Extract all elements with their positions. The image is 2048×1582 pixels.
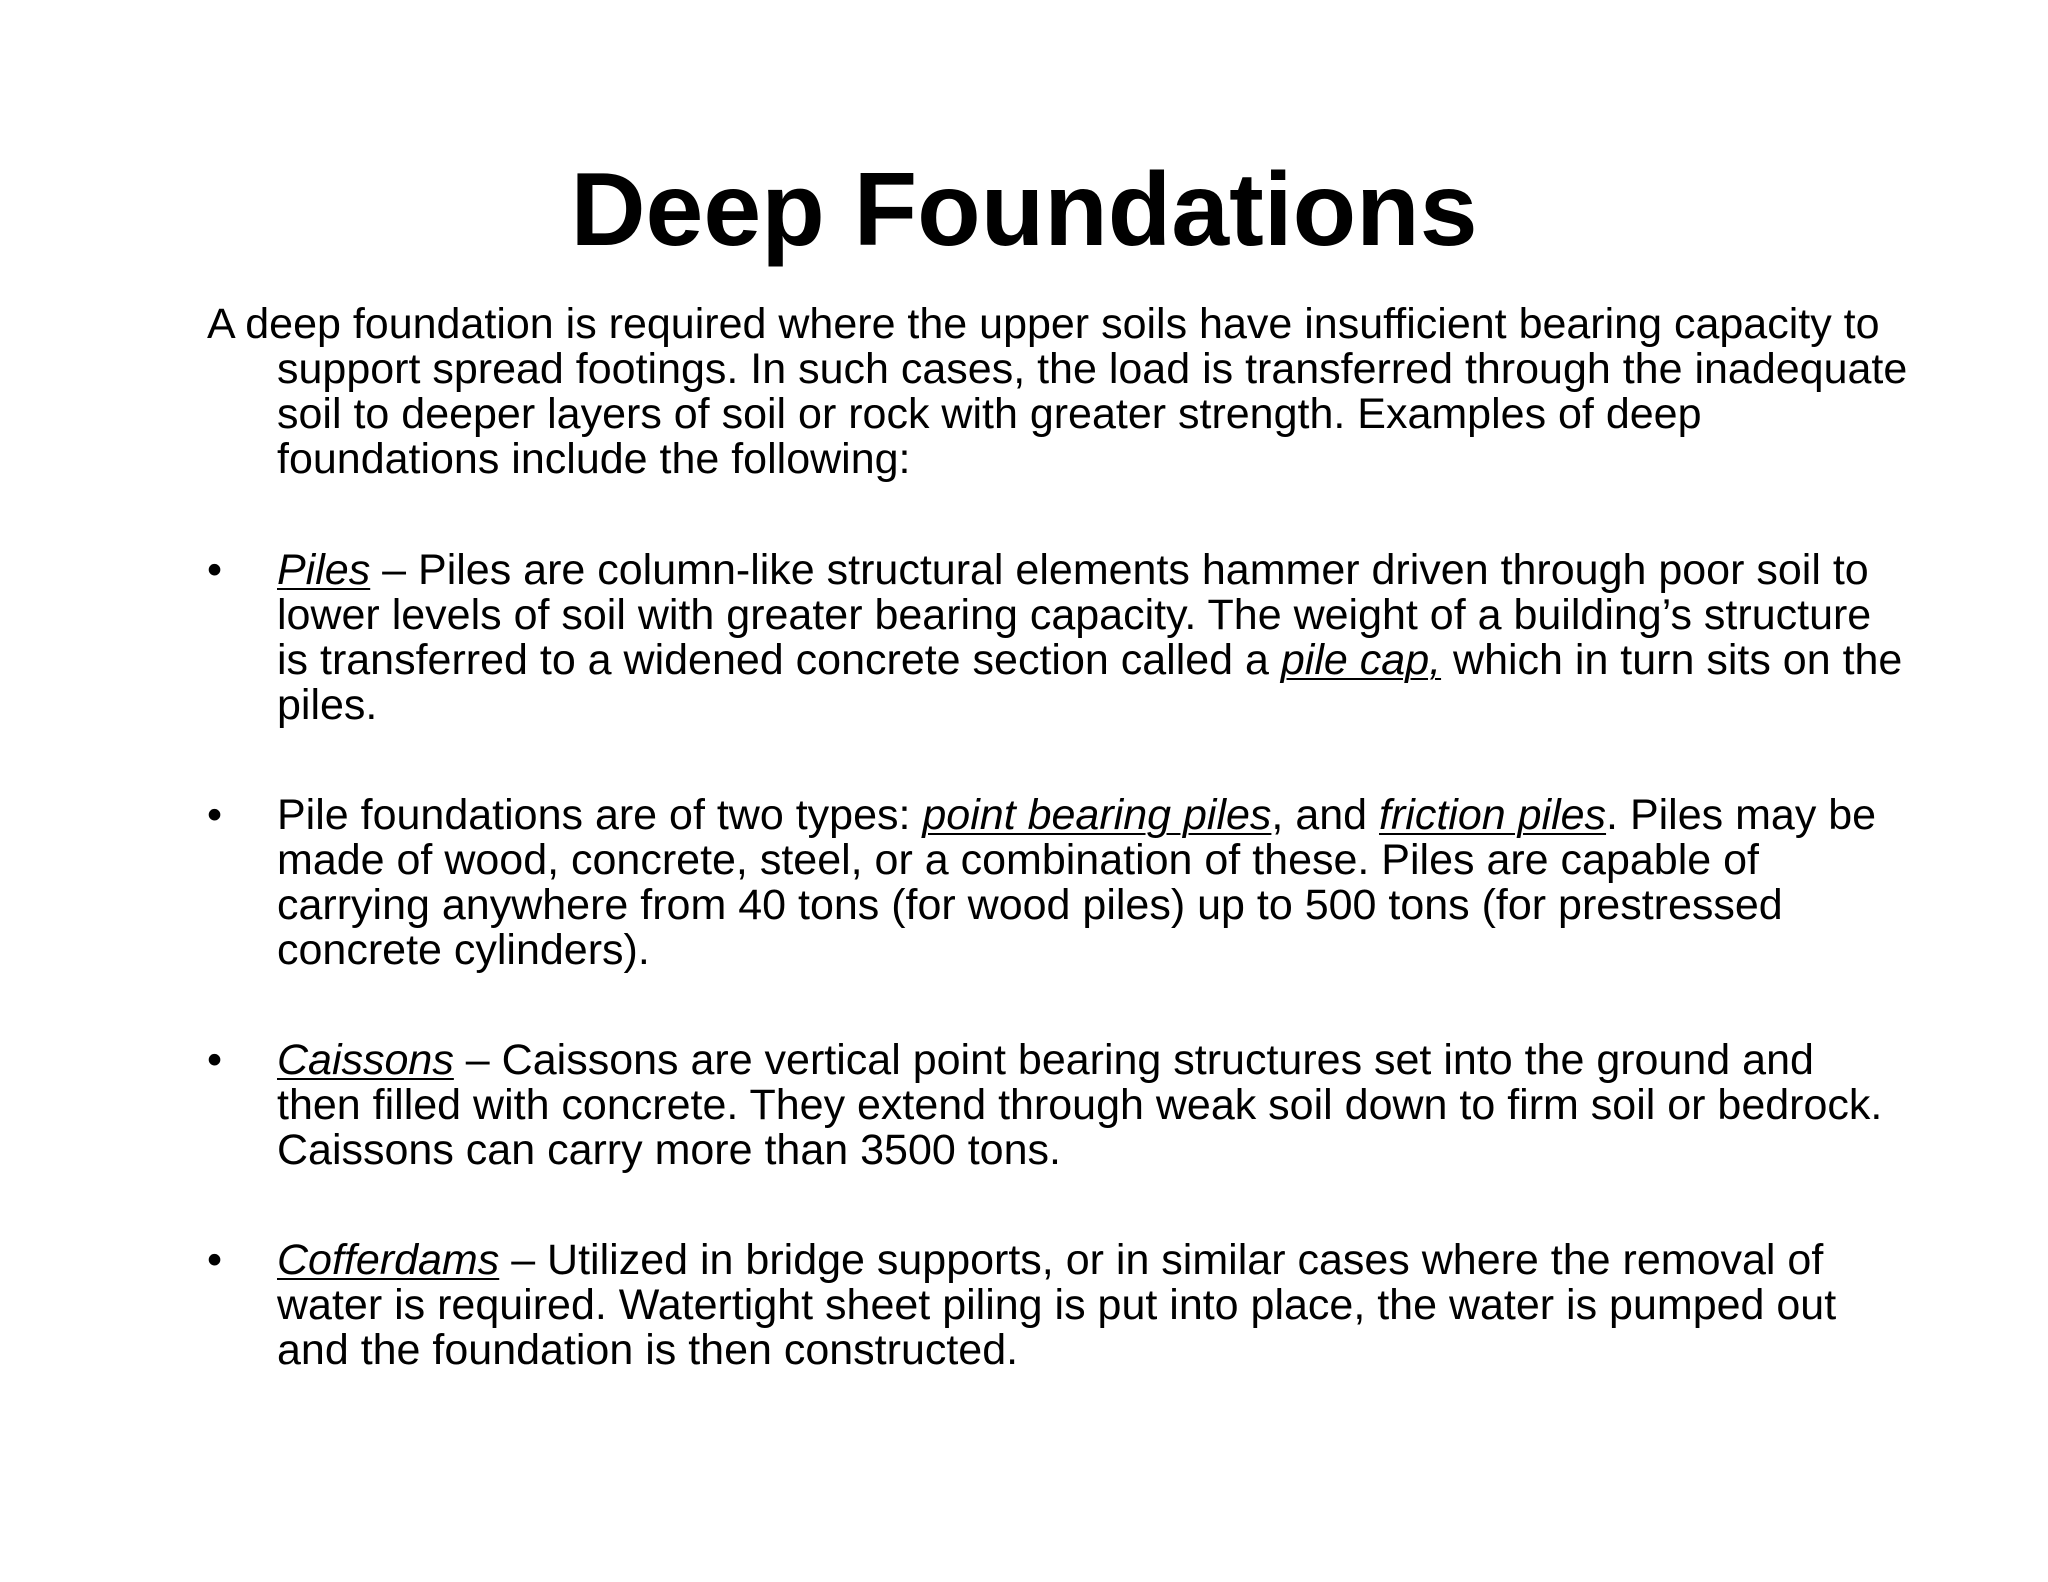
intro-paragraph: A deep foundation is required where the upper soils have insufficient bearing capacity to support spread footings. In such cases, the load is transferred through the inadequate soil to deeper layers of soil or rock with greater strength. Examples of deep foundations include the following:	[207, 300, 1908, 483]
bullet-glyph: •	[207, 1236, 223, 1284]
bullet-body: – Piles are column-like structural elements hammer driven through poor soil to lower levels of soil with greater bearing capacity. The weight of a building’s structure is transferred to a widened concrete section called a	[277, 546, 1872, 684]
term-friction-piles: friction piles	[1379, 791, 1607, 839]
slide-title: Deep Foundations	[570, 152, 1478, 268]
bullet-body: – Caissons are vertical point bearing structures set into the ground and then filled with concrete. They extend through weak soil down to firm soil or bedrock. Caissons can carry more than 3500 tons.	[277, 1036, 1883, 1174]
bullet-body: – Utilized in bridge supports, or in similar cases where the removal of water is required. Watertight sheet piling is put into place, the water is pumped out and the foundation is then constructed.	[277, 1236, 1837, 1374]
bullet-text	[277, 793, 1907, 973]
bullet-body-start: Pile foundations are of two types:	[277, 791, 923, 839]
term-cofferdams: Cofferdams	[277, 1236, 500, 1284]
bullet-body-end: which in turn sits on the piles.	[277, 636, 1903, 729]
bullet-glyph: •	[207, 546, 223, 594]
bullet-body: , and	[1271, 791, 1380, 839]
bullet-glyph: •	[207, 791, 223, 839]
bullet-text	[277, 548, 1907, 728]
term-piles: Piles	[277, 546, 371, 594]
bullet-text	[277, 1238, 1907, 1373]
term-caissons: Caissons	[277, 1036, 454, 1084]
term-pile-cap: pile cap,	[1280, 636, 1442, 684]
bullet-text	[277, 1038, 1907, 1173]
term-point-bearing-piles: point bearing piles	[922, 791, 1272, 839]
bullet-glyph: •	[207, 1036, 223, 1084]
bullet-body-end: . Piles may be made of wood, concrete, steel, or a combination of these. Piles are capable of carrying anywhere from 40 tons (for wood piles) up to 500 tons (for prestressed concrete cylinders).	[277, 791, 1877, 974]
